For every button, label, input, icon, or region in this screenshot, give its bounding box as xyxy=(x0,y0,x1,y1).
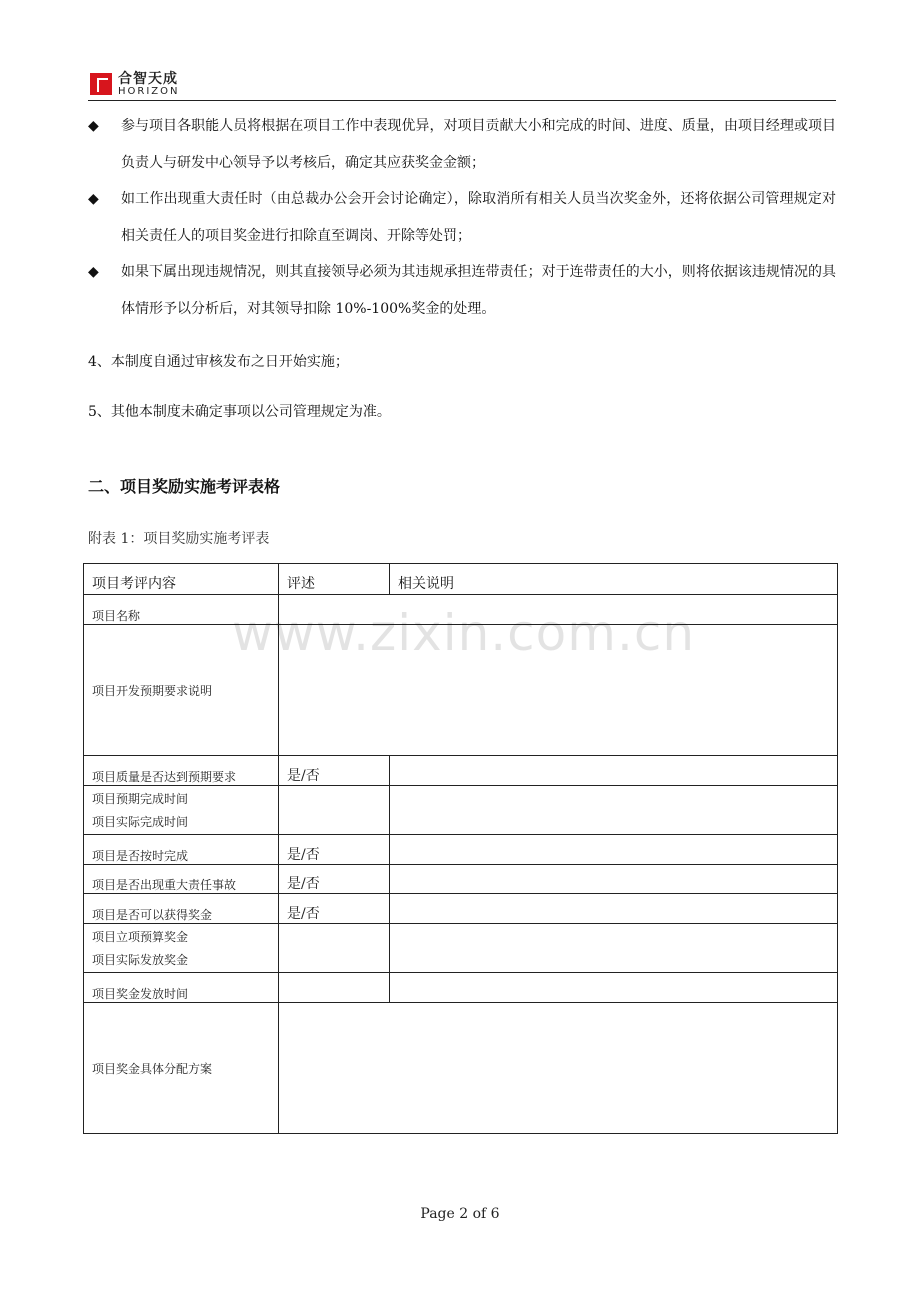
completion-time-notes-cell[interactable] xyxy=(390,786,838,835)
row-label-bonus-time: 项目奖金发放时间 xyxy=(84,973,279,1003)
actual-time-label: 项目实际完成时间 xyxy=(92,815,189,829)
completion-time-comment-cell[interactable] xyxy=(279,786,390,835)
watermark: www.zixin.com.cn xyxy=(232,604,696,662)
row-label-bonus-eligible: 项目是否可以获得奖金 xyxy=(84,894,279,924)
row-label-completion-times xyxy=(84,786,279,835)
bonus-time-notes-cell[interactable] xyxy=(390,973,838,1003)
logo-english-name: HORIZON xyxy=(118,85,180,97)
table-row xyxy=(84,894,838,924)
row-label-quality: 项目质量是否达到预期要求 xyxy=(84,756,279,786)
header-cell-notes: 相关说明 xyxy=(390,564,838,595)
company-logo xyxy=(90,71,180,97)
logo-chinese-name: 合智天成 xyxy=(118,70,178,87)
accident-notes-cell[interactable] xyxy=(390,865,838,894)
table-row xyxy=(84,924,838,973)
row-label-bonus-amounts xyxy=(84,924,279,973)
bullet-text-1: 参与项目各职能人员将根据在项目工作中表现优异，对项目贡献大小和完成的时间、进度、质量，由项目经理或项目负责人与研发中心领导予以考核后，确定其应获奖金金额； xyxy=(121,118,836,171)
row-label-requirements: 项目开发预期要求说明 xyxy=(84,625,279,756)
bonus-amount-comment-cell[interactable] xyxy=(279,924,390,973)
page-footer: Page 2 of 6 xyxy=(420,1206,500,1222)
section-title: 二、项目奖励实施考评表格 xyxy=(88,477,281,496)
bonus-eligible-notes-cell[interactable] xyxy=(390,894,838,924)
accident-yes-no-cell[interactable]: 是/否 xyxy=(279,865,390,894)
page-header xyxy=(88,68,836,101)
diamond-bullet-icon: ◆ xyxy=(88,264,99,280)
on-time-notes-cell[interactable] xyxy=(390,835,838,865)
bullet-item-2 xyxy=(88,181,838,255)
bonus-amount-notes-cell[interactable] xyxy=(390,924,838,973)
expected-time-label: 项目预期完成时间 xyxy=(92,792,189,806)
table-row xyxy=(84,756,838,786)
logo-icon xyxy=(90,71,114,97)
row-label-on-time: 项目是否按时完成 xyxy=(84,835,279,865)
bullet-text-2: 如工作出现重大责任时（由总裁办公会开会讨论确定），除取消所有相关人员当次奖金外，还将依据公司管理规定对相关责任人的项目奖金进行扣除直至调岗、开除等处罚； xyxy=(121,191,836,244)
diamond-bullet-icon: ◆ xyxy=(88,118,99,134)
header-cell-comment: 评述 xyxy=(279,564,390,595)
bullet-item-1 xyxy=(88,108,838,182)
quality-yes-no-cell[interactable]: 是/否 xyxy=(279,756,390,786)
table-row xyxy=(84,865,838,894)
table-row xyxy=(84,835,838,865)
on-time-yes-no-cell[interactable]: 是/否 xyxy=(279,835,390,865)
table-caption: 附表 1：项目奖励实施考评表 xyxy=(88,531,270,547)
header-cell-content: 项目考评内容 xyxy=(84,564,279,595)
actual-bonus-label: 项目实际发放奖金 xyxy=(92,953,189,967)
table-row xyxy=(84,973,838,1003)
item-5: 5、其他本制度未确定事项以公司管理规定为准。 xyxy=(88,404,391,420)
budget-bonus-label: 项目立项预算奖金 xyxy=(92,930,189,944)
item-4: 4、本制度自通过审核发布之日开始实施； xyxy=(88,354,349,370)
table-row xyxy=(84,1003,838,1134)
row-label-project-name: 项目名称 xyxy=(84,595,279,625)
distribution-value-cell[interactable] xyxy=(279,1003,838,1134)
bonus-eligible-yes-no-cell[interactable]: 是/否 xyxy=(279,894,390,924)
row-label-distribution: 项目奖金具体分配方案 xyxy=(84,1003,279,1134)
bonus-time-comment-cell[interactable] xyxy=(279,973,390,1003)
bullet-item-3 xyxy=(88,254,838,328)
bullet-text-3: 如果下属出现违规情况，则其直接领导必须为其违规承担连带责任；对于连带责任的大小，则将依据该违规情况的具体情形予以分析后，对其领导扣除 10%-100%奖金的处理。 xyxy=(121,264,836,317)
quality-notes-cell[interactable] xyxy=(390,756,838,786)
table-row xyxy=(84,786,838,835)
diamond-bullet-icon: ◆ xyxy=(88,191,99,207)
row-label-accident: 项目是否出现重大责任事故 xyxy=(84,865,279,894)
table-header-row xyxy=(84,564,838,595)
